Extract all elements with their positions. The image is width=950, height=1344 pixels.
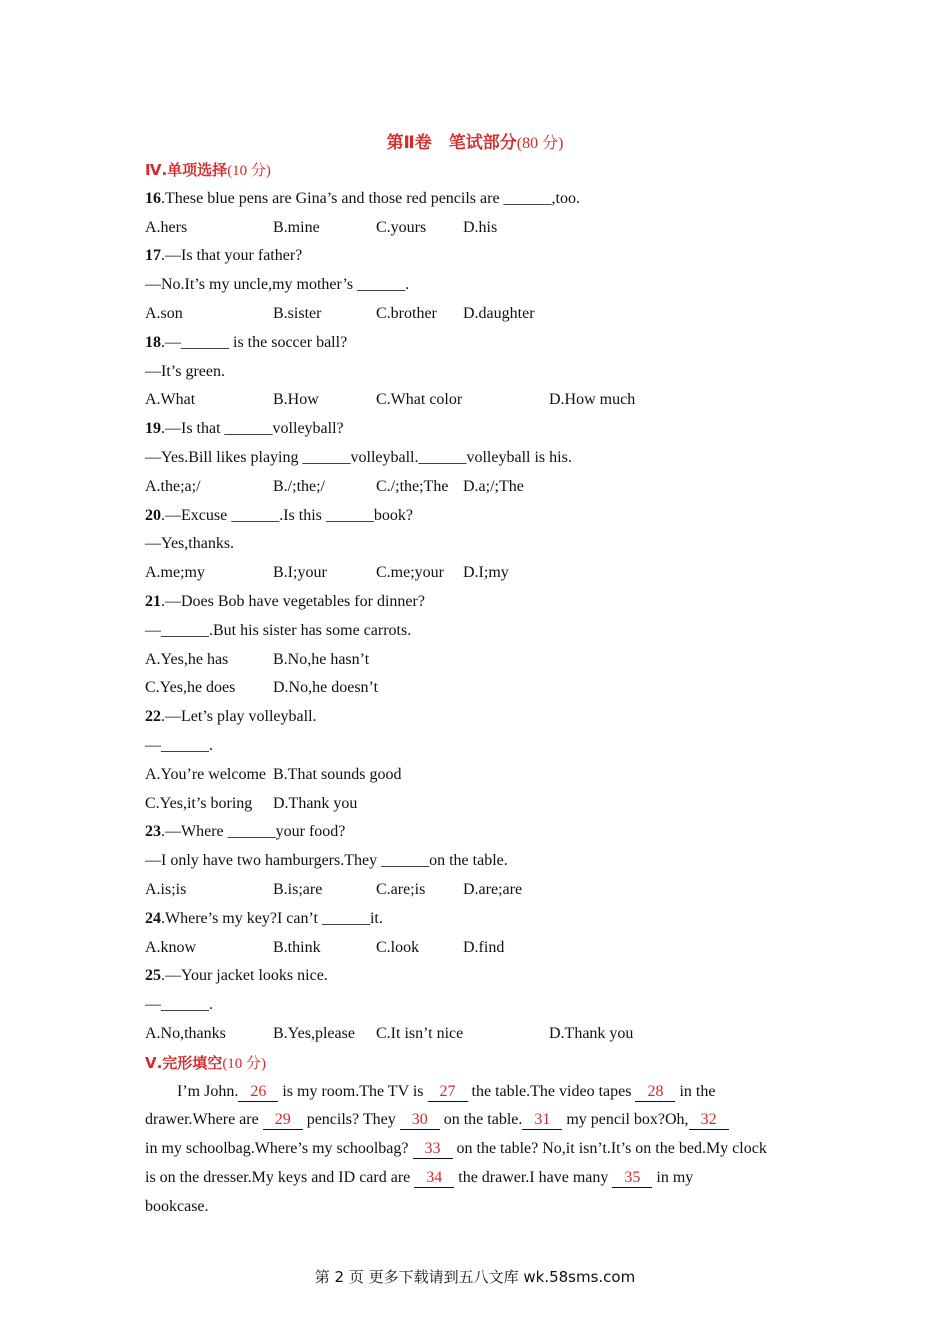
option-b: B./;the;/ [273,477,325,495]
question-text: .—Does Bob have vegetables for dinner? [161,592,425,610]
question-stem [145,818,810,847]
question-line: —No.It’s my uncle,my mother’s ______. [145,276,410,294]
answer-blank: 35 [612,1169,652,1188]
section-points: (10 分) [222,1055,267,1072]
answer-blank: 29 [263,1111,303,1130]
option-b: B.Yes,please [273,1024,355,1042]
answer-blank: 32 [689,1111,729,1130]
option-c: C.are;is [376,880,426,898]
answer-blank: 33 [413,1140,453,1159]
answer-blank: 34 [414,1169,454,1188]
option-c: C.me;your [376,564,444,582]
question-number: 23 [145,823,161,841]
question-number: 17 [145,247,161,265]
cloze-text: is my room.The TV is [278,1082,428,1100]
question-text: .Where’s my key?I can’t ______it. [161,909,383,927]
section-heading [145,156,810,185]
option-a: A.What [145,391,196,409]
option-d: D.a;/;The [463,477,524,495]
question-stem [145,185,810,214]
question-line: —______. [145,996,213,1014]
question-text: .—Where ______your food? [161,823,346,841]
option-b: B.is;are [273,880,323,898]
question-text: .—Is that your father? [161,247,303,265]
option-row [145,761,810,790]
cloze-text: in my schoolbag.Where’s my schoolbag? [145,1140,413,1158]
question-stem [145,703,810,732]
option-row [145,214,810,243]
question-stem [145,588,810,617]
question-number: 24 [145,909,161,927]
option-c: C.It isn’t nice [376,1024,464,1042]
question-stem [145,242,810,271]
question-text: .—Excuse ______.Is this ______book? [161,506,413,524]
question-stem [145,502,810,531]
answer-blank: 28 [635,1083,675,1102]
option-row [145,790,810,819]
option-d: D.Thank you [549,1024,634,1042]
cloze-line [145,1135,810,1164]
question-stem [145,329,810,358]
option-a: A.son [145,304,183,322]
option-d: D.daughter [463,304,535,322]
question-line: —Yes,thanks. [145,535,235,553]
option-a: A.Yes,he has [145,650,229,668]
question-line: —Yes.Bill likes playing ______volleyball.______volleyball is his. [145,448,572,466]
option-row [145,646,810,675]
question-text: .—______ is the soccer ball? [161,333,348,351]
question-stem [145,962,810,991]
option-row [145,934,810,963]
cloze-text: the table.The video tapes [467,1082,636,1100]
option-d: D.find [463,938,505,956]
cloze-text: the drawer.I have many [454,1168,613,1186]
option-a: A.the;a;/ [145,477,201,495]
option-d: D.his [463,218,498,236]
answer-blank: 26 [238,1083,278,1102]
option-row [145,300,810,329]
question-line: —It’s green. [145,362,225,380]
question-line: —I only have two hamburgers.They ______on the table. [145,852,508,870]
option-c: C.Yes,he does [145,679,236,697]
cloze-text: is on the dresser.My keys and ID card are [145,1168,415,1186]
question-number: 16 [145,189,161,207]
option-a: A.know [145,938,197,956]
option-d: D.No,he doesn’t [273,679,379,697]
option-a: A.No,thanks [145,1024,226,1042]
option-row [145,473,810,502]
question-number: 18 [145,333,161,351]
option-a: A.is;is [145,880,187,898]
option-b: B.think [273,938,321,956]
cloze-text: drawer.Where are [145,1111,263,1129]
answer-blank: 30 [400,1111,440,1130]
option-b: B.mine [273,218,320,236]
option-b: B.sister [273,304,322,322]
section-points: (10 分) [227,163,271,179]
question-line: —______. [145,736,213,754]
option-d: D.are;are [463,880,523,898]
page-title-text: 第Ⅱ卷 笔试部分 [386,133,517,153]
cloze-text: I’m John. [177,1082,239,1100]
option-row [145,1020,810,1049]
answer-blank: 31 [522,1111,562,1130]
cloze-text: pencils? They [302,1111,400,1129]
option-b: B.No,he hasn’t [273,650,370,668]
cloze-line [145,1078,810,1107]
question-number: 20 [145,506,161,524]
section-label: Ⅴ.完形填空 [145,1053,223,1072]
option-row [145,386,810,415]
cloze-text: in my [652,1168,694,1186]
document-body [145,156,810,1221]
page-title [0,128,950,153]
question-stem [145,415,810,444]
cloze-text: bookcase. [145,1197,209,1215]
option-c: C./;the;The [376,477,449,495]
question-stem [145,905,810,934]
option-c: C.yours [376,218,427,236]
option-a: A.me;my [145,564,205,582]
option-row [145,674,810,703]
cloze-text: on the table. [439,1111,523,1129]
option-a: A.hers [145,218,188,236]
option-c: C.Yes,it’s boring [145,794,253,812]
question-text: .—Is that ______volleyball? [161,420,344,438]
option-b: B.That sounds good [273,765,402,783]
option-d: D.I;my [463,564,509,582]
question-number: 19 [145,420,161,438]
cloze-line [145,1106,810,1135]
question-text: .These blue pens are Gina’s and those red pencils are ______,too. [161,189,580,207]
option-d: D.Thank you [273,794,358,812]
cloze-text: my pencil box?Oh, [562,1111,689,1129]
cloze-line [145,1164,810,1193]
section-label: Ⅳ.单项选择 [145,161,228,179]
option-b: B.I;your [273,564,327,582]
option-row [145,876,810,905]
question-number: 25 [145,967,161,985]
option-c: C.brother [376,304,437,322]
option-row [145,559,810,588]
question-number: 21 [145,592,161,610]
option-c: C.What color [376,391,463,409]
question-text: .—Let’s play volleyball. [161,708,317,726]
question-number: 22 [145,708,161,726]
page-title-points: (80 分) [516,135,564,152]
page-footer: 第 2 页 更多下载请到五八文库 wk.58sms.com [314,1268,636,1286]
cloze-text: in the [675,1082,716,1100]
option-d: D.How much [549,391,636,409]
option-a: A.You’re welcome [145,765,267,783]
section-heading [145,1049,810,1078]
option-b: B.How [273,391,319,409]
question-text: .—Your jacket looks nice. [161,967,328,985]
option-c: C.look [376,938,420,956]
cloze-line [145,1193,810,1222]
answer-blank: 27 [428,1083,468,1102]
question-line: —______.But his sister has some carrots. [145,621,412,639]
cloze-text: on the table? No,it isn’t.It’s on the bed.My clock [452,1140,767,1158]
